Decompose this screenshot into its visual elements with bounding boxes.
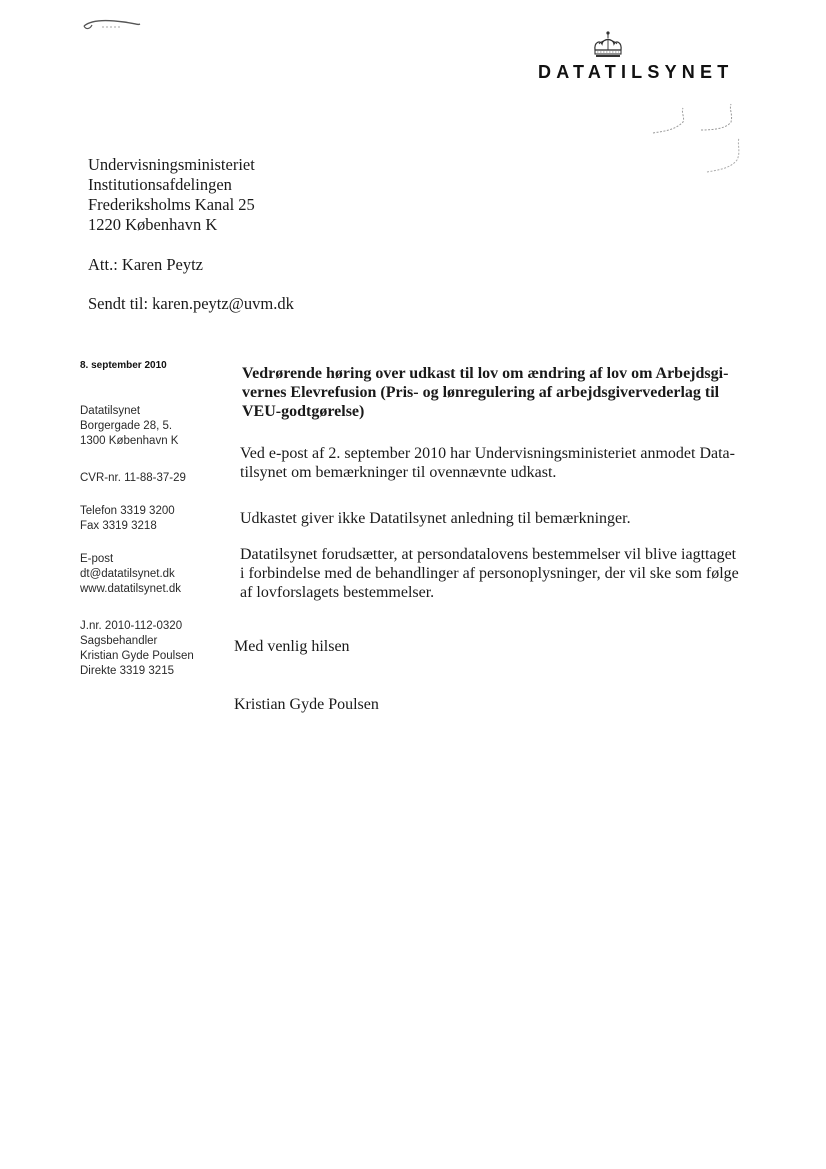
email-label: E-post <box>80 553 114 565</box>
case-handler-name: Kristian Gyde Poulsen <box>80 650 194 662</box>
letter-subject <box>242 364 762 421</box>
paragraph-request <box>240 444 764 482</box>
subject-line: VEU-godtgørelse) <box>242 403 365 420</box>
contact-block <box>80 552 181 597</box>
email-link[interactable]: dt@datatilsynet.dk <box>80 568 175 580</box>
case-block <box>80 619 194 679</box>
phone-block <box>80 504 175 534</box>
scan-mark-decoration <box>80 16 144 36</box>
website-link[interactable]: www.datatilsynet.dk <box>80 583 181 595</box>
recipient-line: Undervisningsministeriet <box>88 155 255 174</box>
closing-salutation: Med venlig hilsen <box>234 638 350 655</box>
recipient-address <box>88 155 255 235</box>
sender-address-line: 1300 København K <box>80 435 179 447</box>
case-number: J.nr. 2010-112-0320 <box>80 620 183 632</box>
subject-line: vernes Elevrefusion (Pris- og lønregulering af arbejdsgivervederlag til <box>242 384 720 401</box>
case-handler-label: Sagsbehandler <box>80 635 158 647</box>
cvr-number: CVR-nr. 11-88-37-29 <box>80 472 186 484</box>
paragraph-line: i forbindelse med de behandlinger af personoplysninger, der vil ske som følge <box>240 565 739 582</box>
letter-date: 8. september 2010 <box>80 360 167 371</box>
paragraph-line: tilsynet om bemærkninger til ovennævnte udkast. <box>240 464 557 481</box>
paragraph-line: af lovforslagets bestemmelser. <box>240 584 435 601</box>
paragraph-condition <box>240 545 764 602</box>
recipient-line: Institutionsafdelingen <box>88 175 232 194</box>
org-logo-text: DATATILSYNET <box>538 62 734 82</box>
sent-to-line: Sendt til: karen.peytz@uvm.dk <box>88 294 294 313</box>
subject-line: Vedrørende høring over udkast til lov om ændring af lov om Arbejdsgi- <box>242 365 729 382</box>
paragraph-no-comments: Udkastet giver ikke Datatilsynet anledning til bemærkninger. <box>240 510 631 527</box>
direct-phone: Direkte 3319 3215 <box>80 665 174 677</box>
recipient-line: Frederiksholms Kanal 25 <box>88 195 255 214</box>
sender-address <box>80 404 178 449</box>
fax-line: Fax 3319 3218 <box>80 520 157 532</box>
attention-line: Att.: Karen Peytz <box>88 255 204 274</box>
sender-address-line: Datatilsynet <box>80 405 141 417</box>
recipient-line: 1220 København K <box>88 215 218 234</box>
paragraph-line: Datatilsynet forudsætter, at persondatalovens bestemmelser vil blive iagttaget <box>240 546 737 563</box>
handwritten-mark <box>645 100 760 190</box>
sender-sidebar <box>80 360 230 677</box>
paragraph-line: Ved e-post af 2. september 2010 har Undervisningsministeriet anmodet Data- <box>240 445 735 462</box>
sender-address-line: Borgergade 28, 5. <box>80 420 173 432</box>
signatory-name: Kristian Gyde Poulsen <box>234 696 379 713</box>
phone-line: Telefon 3319 3200 <box>80 505 175 517</box>
crown-icon <box>591 30 625 60</box>
